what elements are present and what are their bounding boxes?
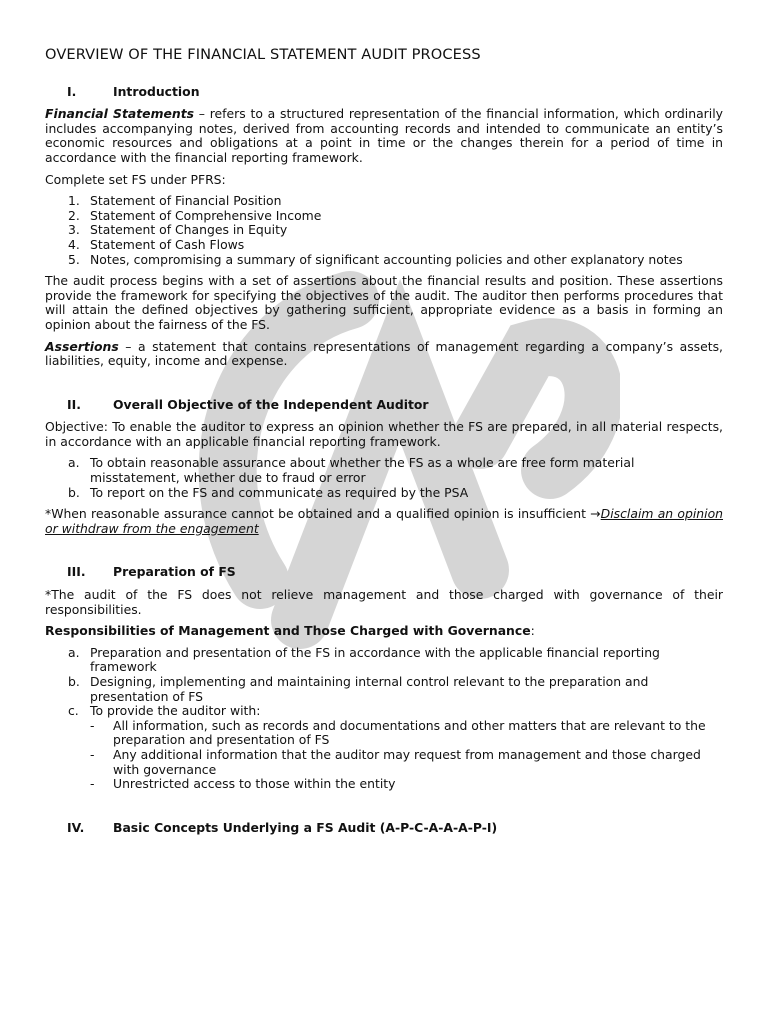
list-item: 1. Statement of Financial Position: [68, 193, 282, 209]
definition: – a statement that contains representations of management regarding a company’s assets, liabilities, equity, income and expense.: [45, 338, 723, 369]
complete-set-label: Complete set FS under PFRS:: [45, 171, 226, 187]
list-item: a. To obtain reasonable assurance about whether the FS as a whole are free form material misstatement, whether due to fraud or error: [68, 455, 635, 486]
section-number: III.: [67, 564, 86, 580]
section-heading-preparation: [45, 565, 723, 580]
term: Assertions: [45, 338, 119, 354]
responsibilities-heading: Responsibilities of Management and Those Charged with Governance:: [45, 623, 535, 639]
list-item: 4. Statement of Cash Flows: [68, 236, 245, 252]
document-page: [45, 48, 723, 843]
section-heading-objective: [45, 398, 723, 413]
list-item: b. Designing, implementing and maintaining internal control relevant to the preparation and presentation of FS: [68, 674, 649, 704]
list-item: - All information, such as records and documentations and other matters that are relevant to the preparation and presentation of FS: [90, 717, 706, 748]
section-title: Basic Concepts Underlying a FS Audit (A-P-C-A-A-A-P-I): [113, 819, 498, 835]
governance-note: *The audit of the FS does not relieve management and those charged with governance of their responsibilities.: [45, 587, 723, 617]
section-title: Overall Objective of the Independent Auditor: [113, 396, 429, 412]
term: Financial Statements: [45, 106, 195, 122]
objective-list: [45, 456, 723, 500]
financial-statements-definition: [45, 107, 723, 165]
section-heading-introduction: [45, 85, 723, 100]
section-heading-basic-concepts: [45, 821, 723, 836]
list-item: 5. Notes, compromising a summary of significant accounting policies and other explanatory notes: [68, 251, 683, 267]
section-title: Introduction: [113, 83, 200, 99]
section-number: I.: [67, 83, 77, 99]
list-item: 2. Statement of Comprehensive Income: [68, 207, 322, 223]
section-number: IV.: [67, 819, 85, 835]
definition: – refers to a structured representation of the financial information, which ordinarily includes accompanying notes, derived from accounting records and intended to communicate an entity’s economic resources and obligations at a point in time or the changes therein for a period of time in accordance with the financial reporting framework.: [45, 106, 723, 165]
list-item: - Any additional information that the auditor may request from management and those charged with governance: [90, 746, 701, 777]
list-item: a. Preparation and presentation of the FS in accordance with the applicable financial reporting framework: [68, 644, 660, 675]
list-item: c. To provide the auditor with: - All information, such as records and documentations and other matters that are relevant to the preparation and presentation of FS - Any additional information that the auditor may request from management and those charged with governance - Unrestricted access to those within the entity: [45, 704, 723, 792]
objective-paragraph: Objective: To enable the auditor to express an opinion whether the FS are prepared, in all material respects, in accordance with an applicable financial reporting framework.: [45, 419, 723, 449]
list-item: - Unrestricted access to those within the entity: [90, 776, 396, 792]
arrow-icon: →: [590, 506, 601, 522]
list-item: 3. Statement of Changes in Equity: [68, 222, 288, 238]
responsibilities-list: [45, 646, 723, 792]
list-item: b. To report on the FS and communicate as required by the PSA: [68, 484, 469, 500]
provide-list: [90, 719, 723, 792]
section-number: II.: [67, 396, 81, 412]
assertions-definition: [45, 340, 723, 369]
assurance-note: *When reasonable assurance cannot be obtained and a qualified opinion is insufficient →Disclaim an opinion or withdraw from the engagement: [45, 506, 724, 536]
section-title: Preparation of FS: [113, 564, 236, 580]
audit-process-paragraph: The audit process begins with a set of assertions about the financial results and position. These assertions provide the framework for specifying the objectives of the audit. The auditor then performs procedures that will attain the defined objectives by gathering sufficient, appropriate evidence as a basis in forming an opinion about the fairness of the FS.: [45, 273, 723, 332]
fs-components-list: [45, 194, 723, 267]
disclaim-note: Disclaim an opinion or withdraw from the engagement: [45, 506, 724, 536]
document-title: OVERVIEW OF THE FINANCIAL STATEMENT AUDIT PROCESS: [45, 46, 481, 63]
